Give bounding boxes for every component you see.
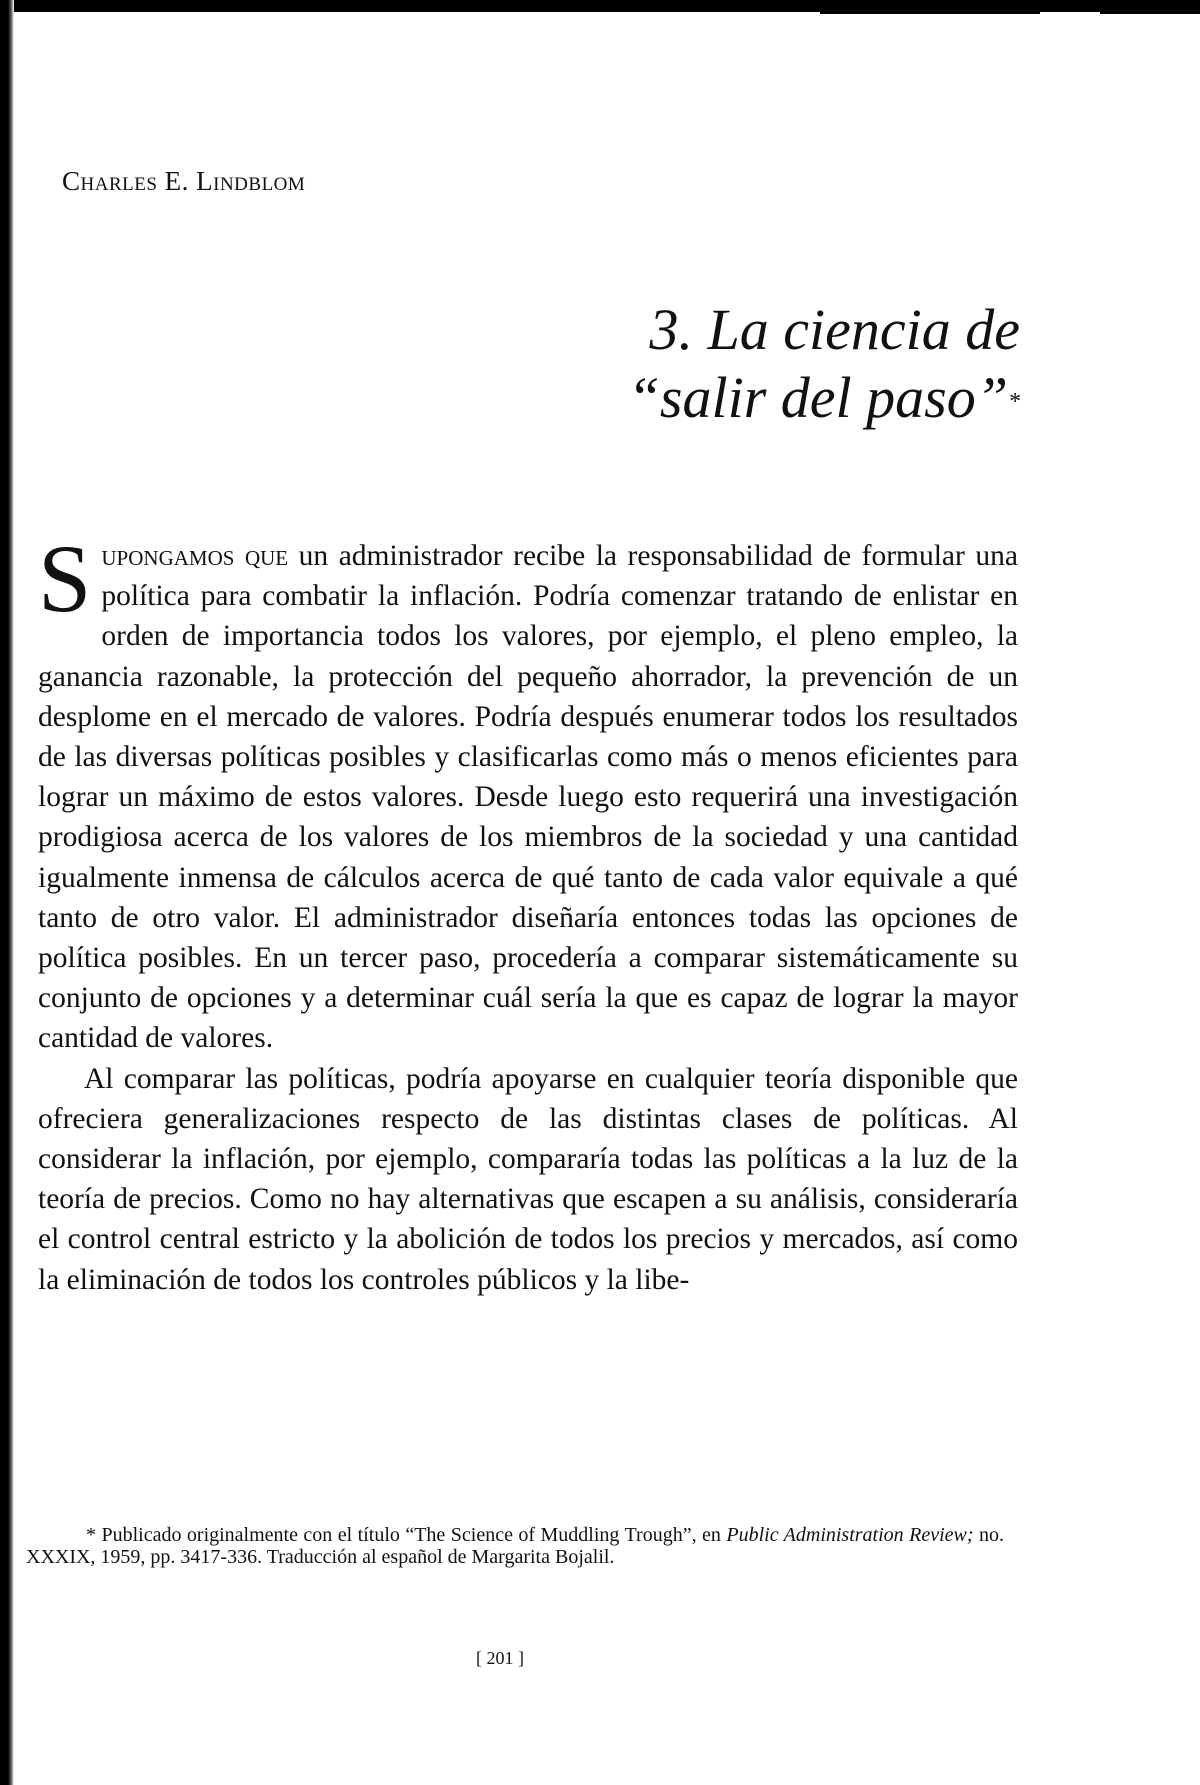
chapter-title-line-2	[628, 364, 1020, 432]
paragraph-1	[38, 525, 1018, 1059]
running-header-author: Charles E. Lindblom	[62, 166, 306, 196]
drop-cap: S	[38, 525, 92, 632]
chapter-title-line-2-text: “salir del paso”	[627, 365, 1008, 430]
footnote	[26, 1524, 1004, 1568]
body-text	[38, 525, 1018, 1300]
paragraph-2: Al comparar las políticas, podría apoyarse en cualquier teoría disponible que ofreciera generalizaciones respecto de las distintas clases de políticas. Al considerar la inflación, por ejemplo, compararía todas las políticas a la luz de la teoría de precios. Como no hay alternativas que escapen a su análisis, consideraría el control central estricto y la abolición de todos los precios y mercados, así como la eliminación de todos los controles públicos y la libe-	[38, 1062, 1018, 1296]
lead-in-small-caps: upongamos que	[101, 540, 289, 572]
chapter-title-line-1: 3. La ciencia de	[649, 297, 1020, 362]
paragraph-1-text: un administrador recibe la responsabilidad de formular una política para combatir la inflación. Podría comenzar tratando de enlistar en orden de importancia todos los valores, por ejemplo, el pleno empleo, la ganancia razonable, la protección del pequeño ahorrador, la prevención de un desplome en el mercado de valores. Podría después enumerar todos los resultados de las diversas políticas posibles y clasificarlas como más o menos eficientes para lograr un máximo de estos valores. Desde luego esto requerirá una investigación prodigiosa acerca de los valores de los miembros de la sociedad y una cantidad igualmente inmensa de cálculos acerca de qué tanto de cada valor equivale a qué tanto de otro valor. El administrador diseñaría entonces todas las opciones de política posibles. En un tercer paso, procedería a comparar sistemáticamente su conjunto de opciones y a determinar cuál sería la que es capaz de lograr la mayor cantidad de valores.	[38, 540, 1018, 1055]
page-number: [ 201 ]	[476, 1648, 524, 1668]
footnote-text-after: no. XXXIX, 1959, pp. 3417-336. Traducción al español de Margarita Bojalil.	[26, 1524, 1005, 1568]
chapter-title	[628, 296, 1020, 432]
chapter-footnote-marker: *	[1008, 389, 1020, 415]
footnote-text-before: Publicado originalmente con el título “The Science of Muddling Trough”, en	[96, 1524, 727, 1546]
footnote-journal-title: Public Administration Review;	[726, 1524, 974, 1546]
footnote-marker: *	[86, 1524, 96, 1546]
